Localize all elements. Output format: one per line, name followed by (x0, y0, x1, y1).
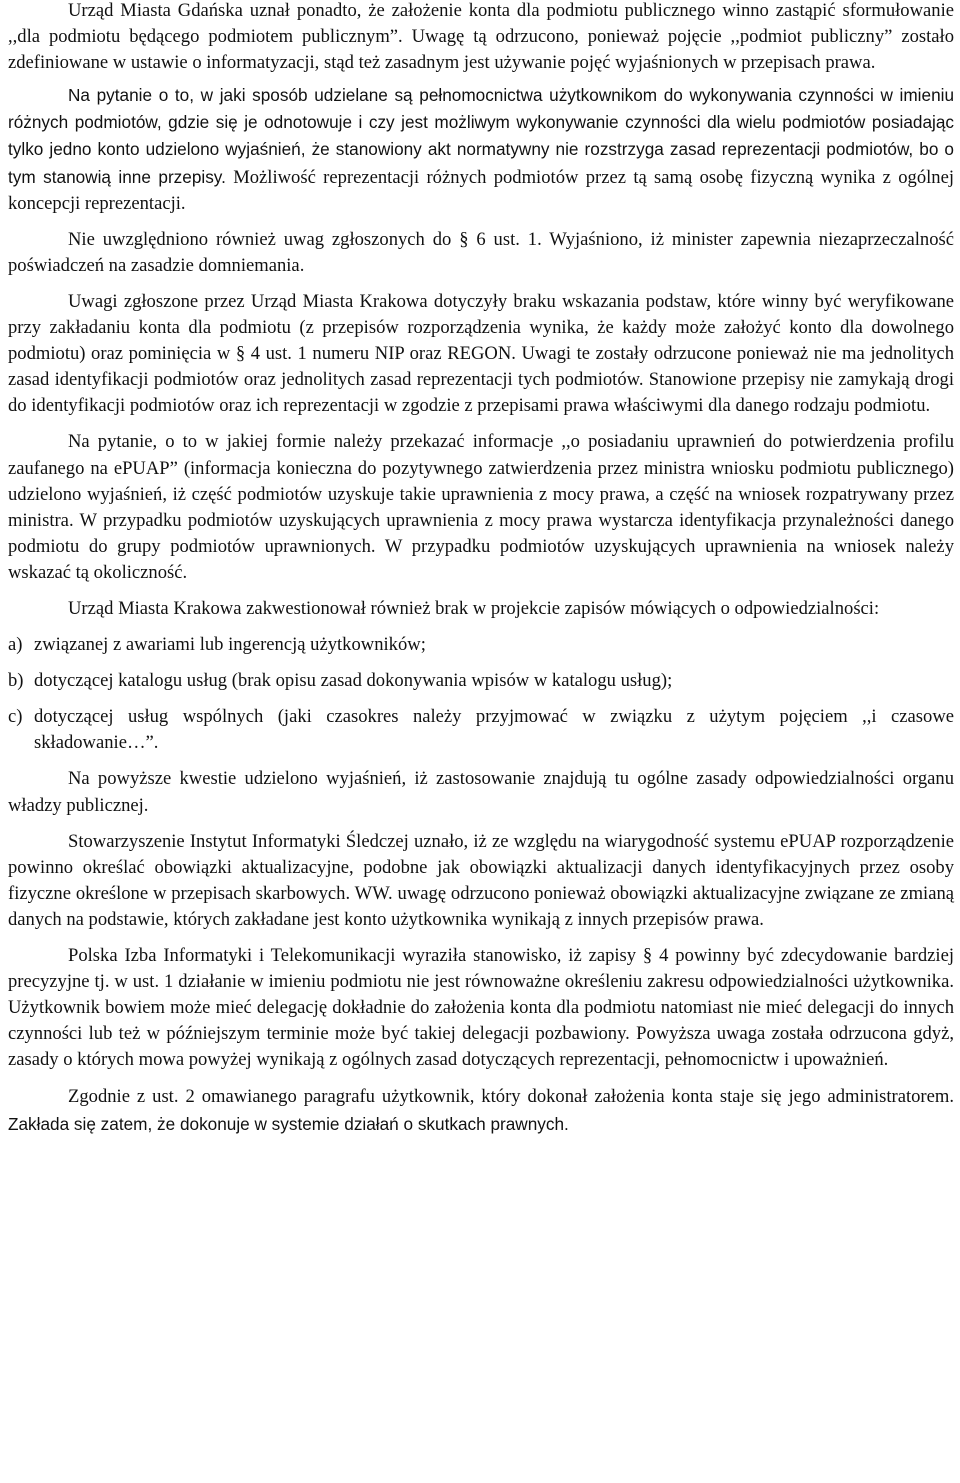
paragraph-authorization-question (8, 82, 954, 216)
paragraph-gdansk-remark: Urząd Miasta Gdańska uznał ponadto, że założenie konta dla podmiotu publicznego winno zastąpić sformułowanie ,,dla podmiotu będącego podmiotem publicznym”. Uwagę tą odrzucono, ponieważ pojęcie ,,podmiot publiczny” zostało zdefiniowane w ustawie o informatyzacji, stąd też zasadnym jest używanie pojęć wyjaśnionych w przepisach prawa. (8, 0, 954, 74)
paragraph-krakow-remark: Uwagi zgłoszone przez Urząd Miasta Krakowa dotyczyły braku wskazania podstaw, które winny być weryfikowane przy zakładaniu konta dla podmiotu (z przepisów rozporządzenia wynika, że każdy może założyć konto dla dowolnego podmiotu) oraz pominięcia w § 4 ust. 1 numeru NIP oraz REGON. Uwagi te zostały odrzucone ponieważ nie ma jednolitych zasad identyfikacji podmiotów oraz jednolitych zasad reprezentacji tych podmiotów. Stanowione przepisy nie zamykają drogi do identyfikacji podmiotów oraz ich reprezentacji w zgodzie z przepisami prawa właściwymi dla danego rodzaju podmiotu. (8, 290, 954, 417)
paragraph-liability-answer: Na powyższe kwestie udzielono wyjaśnień, iż zastosowanie znajdują tu ogólne zasady odpowiedzialności organu władzy publicznej. (8, 768, 954, 816)
list-item-letter: c) (8, 706, 23, 728)
list-item-letter: b) (8, 670, 24, 692)
list-item-letter: a) (8, 634, 23, 656)
paragraph-authorization-answer-sans: Na pytanie o to, w jaki sposób udzielane są pełnomocnictwa użytkownikom do wykonywania czynności w imieniu różnych podmiotów, gdzie się je odnotowuje i czy jest możliwym wykonywanie czynności dla wielu podmiotów posiadając tylko jedno konto udzielono wyjaśnień, że stanowiony akt normatywny nie rozstrzyga zasad reprezentacji podmiotów, bo o tym stanowią inne przepisy. (8, 85, 954, 187)
list-item-text: dotyczącej usług wspólnych (jaki czasokres należy przyjmować w związku z użytym pojęciem ,,i czasowe składowanie…”. (34, 706, 954, 754)
liability-list (8, 632, 954, 756)
paragraph-administrator-sans: Zakłada się zatem, że dokonuje w systemie działań o skutkach prawnych. (8, 1113, 569, 1134)
paragraph-krakow-liability: Urząd Miasta Krakowa zakwestionował również brak w projekcie zapisów mówiących o odpowiedzialności: (68, 597, 880, 619)
paragraph-administrator-serif: Zgodnie z ust. 2 omawianego paragrafu użytkownik, który dokonał założenia konta staje się jego administratorem. (68, 1086, 954, 1108)
paragraph-forensics-institute: Stowarzyszenie Instytut Informatyki Śledczej uznało, iż ze względu na wiarygodność systemu ePUAP rozporządzenie powinno określać obowiązki aktualizacyjne, podobne jak obowiązki aktualizacji danych identyfikacyjnych przez osoby fizyczne określone w przepisach skarbowych. WW. uwagę odrzucono ponieważ obowiązki aktualizacyjne związane ze zmianą danych na podstawie, których zakładane jest konto użytkownika wynikają z innych przepisów prawa. (8, 830, 954, 930)
paragraph-section6-remark: Nie uwzględniono również uwag zgłoszonych do § 6 ust. 1. Wyjaśniono, iż minister zapewnia niezaprzeczalność poświadczeń na zasadzie domniemania. (8, 228, 954, 276)
list-item (8, 632, 954, 658)
paragraph-epuap-question: Na pytanie, o to w jakiej formie należy przekazać informacje ,,o posiadaniu uprawnień do potwierdzenia profilu zaufanego na ePUAP” (informacja konieczna do pozytywnego zatwierdzenia przez ministra wniosku podmiotu publicznego) udzielono wyjaśnień, iż część podmiotów uzyskuje takie uprawnienia z mocy prawa, a część na wniosek rozpatrywany przez ministra. W przypadku podmiotów uzyskujących uprawnienia z mocy prawa wystarcza identyfikacja przynależności danego podmiotu do grupy podmiotów uprawnionych. W przypadku podmiotów uzyskujących uprawnienia na wniosek należy wskazać tą okoliczność. (8, 431, 954, 583)
list-item-text: związanej z awariami lub ingerencją użytkowników; (34, 634, 426, 656)
list-item (8, 704, 954, 756)
paragraph-authorization-answer-serif: Możliwość reprezentacji różnych podmiotów przez tą samą osobę fizyczną wynika z ogólnej koncepcji reprezentacji. (8, 166, 955, 214)
paragraph-piit-remark: Polska Izba Informatyki i Telekomunikacji wyraziła stanowisko, iż zapisy § 4 powinny być zdecydowanie bardziej precyzyjne tj. w ust. 1 działanie w imieniu podmiotu nie jest równoważne określeniu zakresu odpowiedzialności użytkownika. Użytkownik bowiem może mieć delegację dokładnie do założenia konta dla podmiotu natomiast nie mieć delegacji do innych czynności lub też w późniejszym terminie może być takiej delegacji pozbawiony. Powyższa uwaga została odrzucona gdyż, zasady o których mowa powyżej wynikają z ogólnych zasad dotyczących reprezentacji, pełnomocnictw i upoważnień. (8, 945, 954, 1071)
list-item (8, 668, 954, 694)
paragraph-administrator (8, 1083, 954, 1137)
list-item-text: dotyczącej katalogu usług (brak opisu zasad dokonywania wpisów w katalogu usług); (34, 670, 673, 692)
